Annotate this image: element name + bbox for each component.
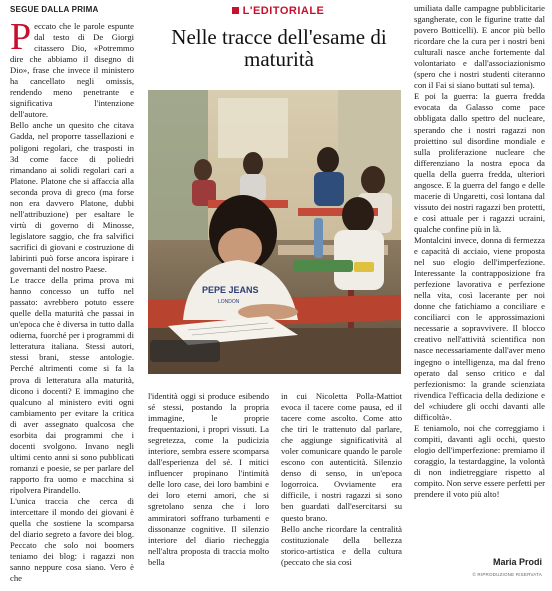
paragraph: Bello anche ricordare la centralità costituzionale della bellezza storico-artistica e della cultura (peccato che sia così (281, 523, 402, 567)
paragraph: Le tracce della prima prova mi hanno concesso un tuffo nel passato: avrebbero potuto essere quelle della maturità che passai in un'epoca che è diversa in tutto dalla odierna, fuorché per i programmi di letteratura italiana. Stessi autori, stessi brani, stesse antologie. Perché altrimenti come si fa la prova di letteratura alla maturità, dicono i docenti? E immagino che qualcuno al ministero eviti ogni cambiamento per evitare la critica di aver assegnato qualcosa che esorbita dai programmi che i docenti svolgono. Invano negli ultimi cento anni si sono pubblicati romanzi e poesie, se per parlare del rapporto fra uomo e macchina si ripolvera Pirandello. (10, 275, 134, 495)
paragraph: L'unica traccia che cerca di intercettare il mondo dei giovani è quella che sostiene la scomparsa del diario segreto a favore dei blog. Peccato che solo noi boomers teniamo dei blog: i ragazzi non sanno neppure cosa siano. Vero è che (10, 496, 134, 584)
article-photo (148, 90, 401, 374)
paragraph: E teniamolo, noi che correggiamo i compiti, davanti agli occhi, questo elogio dell'imperfezione: premiamo il coraggio, la testardaggine, la volontà di non indietreggiare rispetto al compito. Non serve essere perfetti per prendere il voto più alto! (414, 422, 545, 500)
article-column-1 (10, 16, 134, 584)
headline: Nelle tracce dell'esame di maturità (171, 25, 387, 71)
shirt-text: PEPE JEANS (202, 285, 259, 295)
section-square-icon (232, 7, 239, 14)
section-label (148, 5, 408, 17)
article-column-3 (281, 391, 402, 568)
article-column-4 (414, 3, 545, 500)
copyright-notice: © RIPRODUZIONE RISERVATA (472, 572, 542, 577)
dropcap: P (10, 16, 32, 58)
paragraph: Montalcini invece, donna di fermezza e capacità di acciaio, viene proposta nel suo elogio dell'imperfezione. Interessante la contrapposizione fra perfezione lavorativa e perfezione nella vita, così lacerante per noi donne che fatichiamo a conciliare e conciliarci con le approssimazioni necessarie a sopravvivere. Il blocco creativo nell'attività scientifica non nasce necessariamente dall'aver meno ingegno o intelligenza, ma dal freno operato dal senso critico e dal perfezionismo: la grande scienziata rivendica l'efficacia della dedizione e del «chiudere gli occhi davanti alle difficoltà». (414, 234, 545, 422)
lead-text: eccato che le parole espunte dal testo di De Giorgi citassero Dio, «Potremmo dire che abbiamo il disegno di Dio», frase che invece il ministero ha cancellato negli omissis, rendendo meno penetrante e significativa l'intenzione dell'autore. (10, 21, 134, 120)
paragraph: l'identità oggi si produce esibendo sé stessi, postando la propria immagine, le proprie frequentazioni, i propri vissuti. La segretezza, come la pudicizia interiore, sembra essere scomparsa dall'esperienza del sé. I mitici influencer propinano l'intimità delle loro case, dei loro bambini e dei loro eterni amori, che si sgretolano senza che i loro ammiratori soffrano turbamenti e dissonanze cognitive. Il silenzio interiore del diario riecheggia nell'altra proposta di traccia molto bella (148, 391, 269, 567)
paragraph: E poi la guerra: la guerra fredda evocata da Galasso come pace obbligata dallo spettro del nucleare, sperando che i nostri ragazzi non proiettino sul disordine mondiale e sulla proliferazione nucleare che differenziano la nostra epoca da quella della guerra fredda, ulteriori angosce. E la guerra del fango e delle macerie di Ungaretti, così lontana dal vissuto dei nostri ragazzi ben protetti, e così attuale per i ragazzi ucraini, qualche confine più in là. (414, 91, 545, 234)
paragraph: Bello anche un quesito che citava Gadda, nel proporre tassellazioni e poligoni regolari, che trasposti in 3d come facce di poliedri rimandano ai solidi regolari cari a Platone. Platone che si affaccia alla seconda prova di greco (ma forse non era davvero Platone, dubbi nell'attribuzione) per esaltare le virtù di governo di Minosse, legislatore saggio, che fra salvifici sacrifici di giovani e costruzione di labirinti può forse ancora ispirare i governanti del nostro Paese. (10, 120, 134, 275)
author-signature: Maria Prodi (492, 557, 542, 567)
article-column-2 (148, 391, 269, 568)
shirt-subtext: LONDON (218, 299, 240, 305)
paragraph: umiliata dalle campagne pubblicitarie sgangherate, con le figurine tratte dal povero Botticelli). E ancor più bello ricordare che la cura per i nostri beni culturali nasce anche fortemente dal volontariato e dall'associazionismo (spero che i nostri studenti citeranno con il Fai si siano buttati sul tema). (414, 3, 545, 91)
section-label-text: L'EDITORIALE (242, 5, 325, 17)
kicker: SEGUE DALLA PRIMA (10, 5, 99, 14)
classroom-photo (148, 90, 401, 374)
paragraph: in cui Nicoletta Polla-Mattiot evoca il tacere come pausa, ed il tacere come ascolto. Come atto che tiri le trattenuto dal parlare, che aggiunge significatività al voler comunicare quando le parole escono con autenticità. Silenzio denso di senso, in un'epoca logorroica. Ovviamente era difficile, i nostri ragazzi si sono ben guardati dall'esercitarsi su questo brano. (281, 391, 402, 523)
lead-paragraph (10, 16, 134, 120)
